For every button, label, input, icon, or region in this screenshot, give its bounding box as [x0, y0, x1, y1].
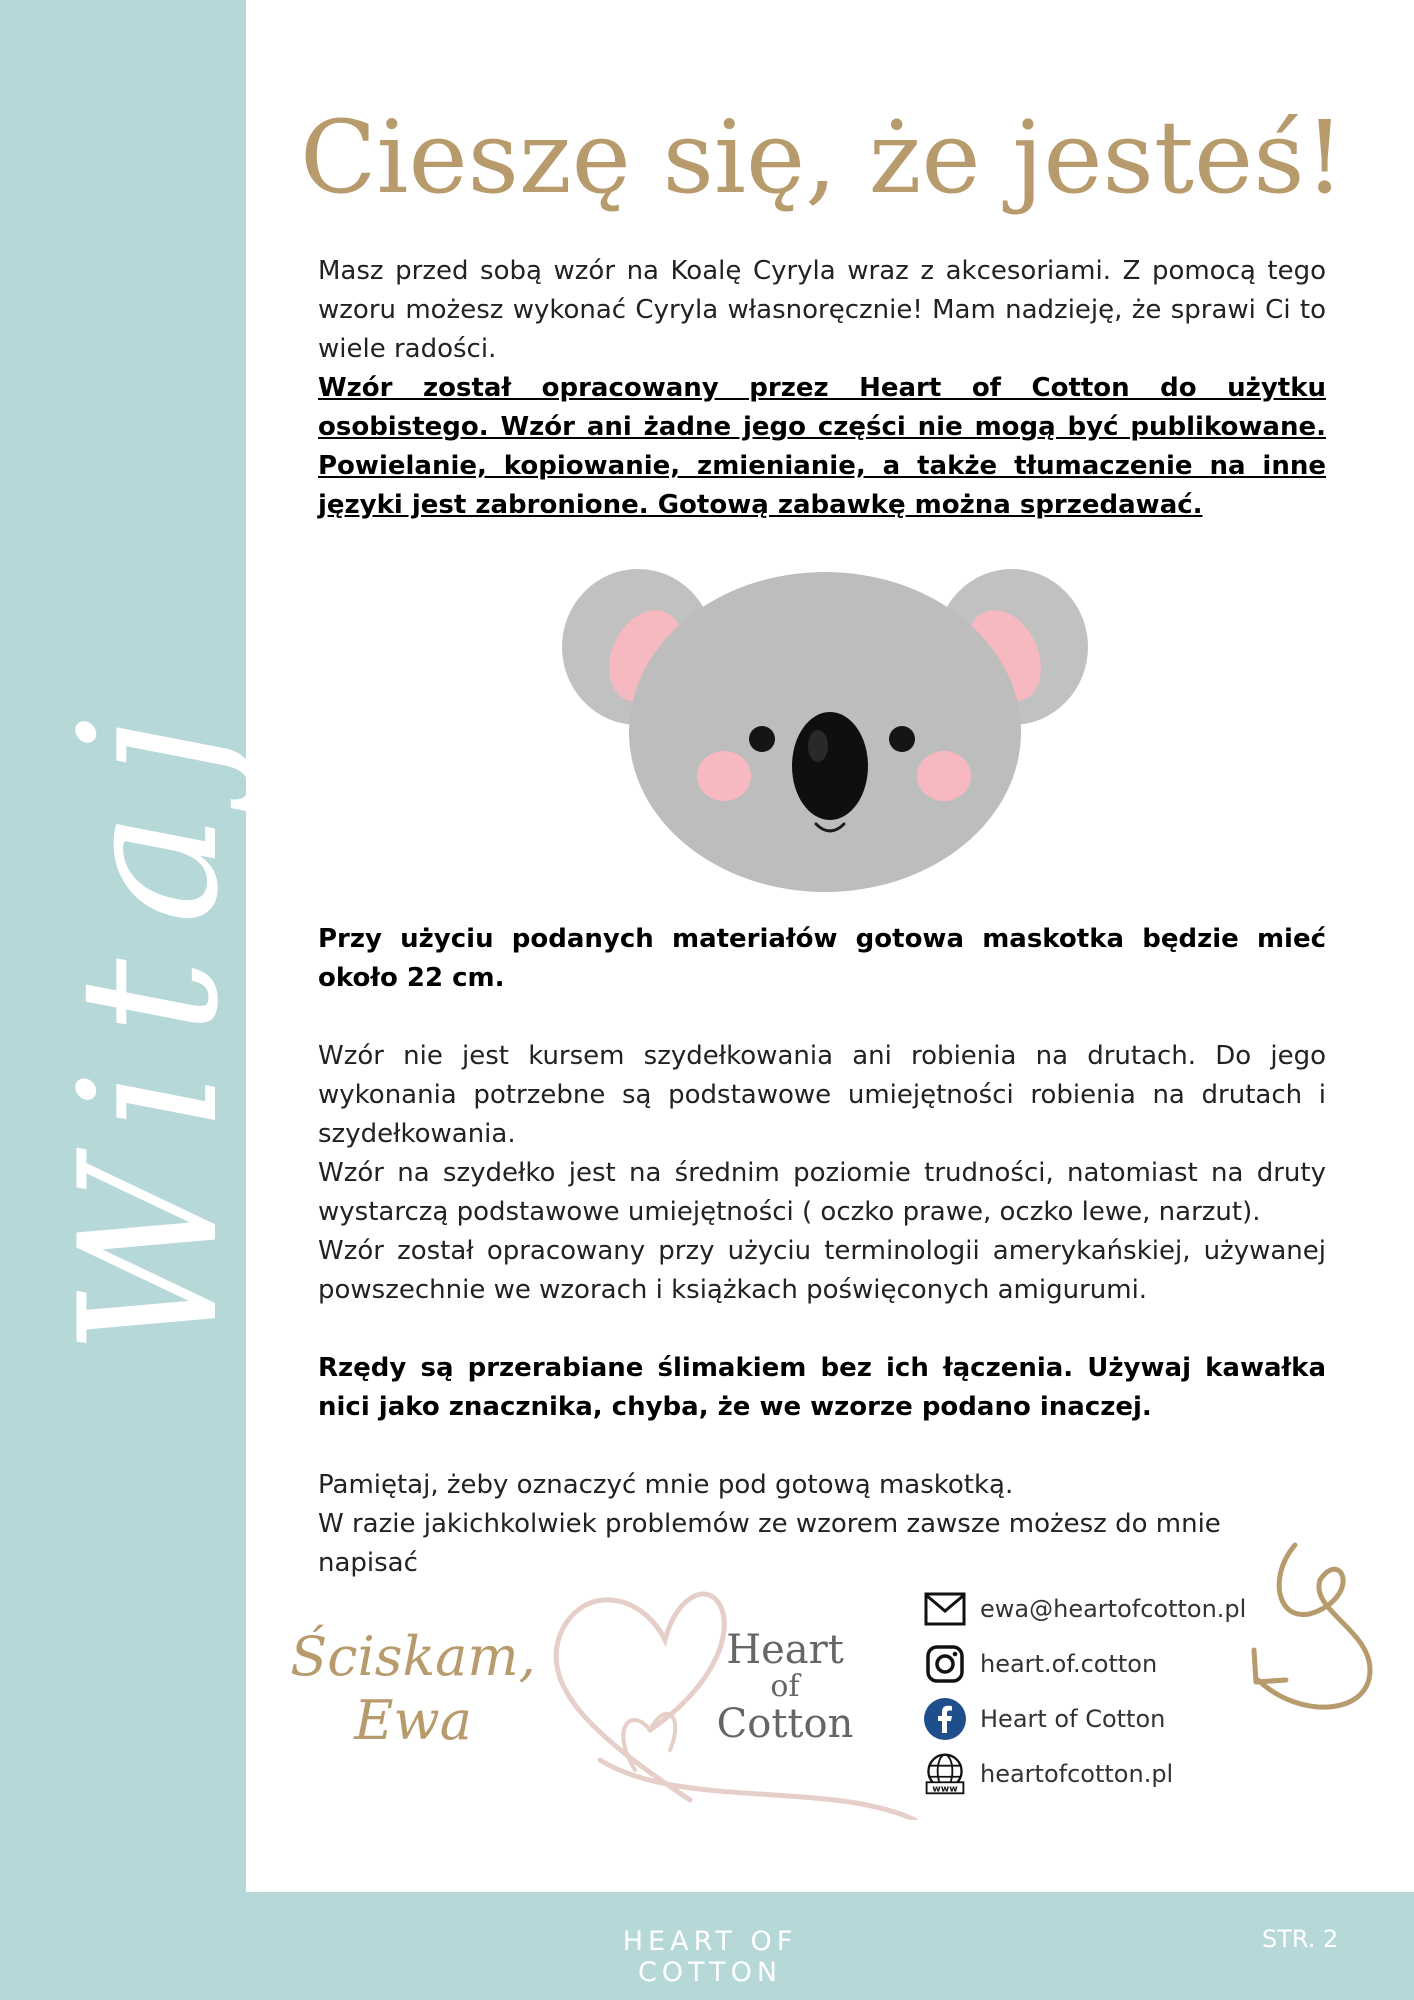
- rows-note: Rzędy są przerabiane ślimakiem bez ich łączenia. Używaj kawałka nici jako znacznika, chyba, że we wzorze podano inaczej.: [318, 1353, 1326, 1422]
- contact-facebook[interactable]: [922, 1694, 1246, 1744]
- footer-title: HEART OF COTTON: [622, 1926, 798, 1988]
- skills-paragraph-2: Wzór na szydełko jest na średnim poziomie trudności, natomiast na druty wystarczą podstawowe umiejętności ( oczko prawe, oczko lewe, narzut).: [318, 1158, 1326, 1227]
- intro-paragraph: Masz przed sobą wzór na Koalę Cyryla wraz z akcesoriami. Z pomocą tego wzoru możesz wykonać Cyryla własnoręcznie! Mam nadzieję, że sprawi Ci to wiele radości.: [318, 256, 1326, 364]
- koala-illustration: [560, 552, 1090, 892]
- contact-instagram[interactable]: [922, 1639, 1246, 1689]
- arrow-swirl-icon: [1240, 1540, 1380, 1730]
- website-text[interactable]: heartofcotton.pl: [980, 1760, 1174, 1788]
- signature-line-1: Ściskam,: [290, 1625, 536, 1688]
- logo-line-2: of: [770, 1669, 800, 1704]
- intro-section: [318, 252, 1326, 525]
- globe-icon: [922, 1751, 968, 1797]
- logo-line-1: Heart: [726, 1627, 844, 1673]
- contact-email[interactable]: [922, 1584, 1246, 1634]
- size-note: Przy użyciu podanych materiałów gotowa maskotka będzie mieć około 22 cm.: [318, 924, 1326, 993]
- closing-line-2: W razie jakichkolwiek problemów ze wzorem zawsze możesz do mnie napisać: [318, 1509, 1221, 1578]
- contact-website[interactable]: [922, 1749, 1246, 1799]
- www-badge: www: [932, 1783, 958, 1795]
- instagram-text[interactable]: heart.of.cotton: [980, 1650, 1158, 1678]
- email-text[interactable]: ewa@heartofcotton.pl: [980, 1595, 1247, 1623]
- signature: [288, 1625, 538, 1753]
- skills-paragraph-1: Wzór nie jest kursem szydełkowania ani robienia na drutach. Do jego wykonania potrzebne są podstawowe umiejętności robienia na drutach i szydełkowania.: [318, 1041, 1326, 1149]
- page-number: STR. 2: [1262, 1925, 1339, 1953]
- details-section: [318, 920, 1326, 1583]
- instagram-icon: [922, 1641, 968, 1687]
- contact-list: [922, 1584, 1246, 1804]
- skills-paragraph-3: Wzór został opracowany przy użyciu terminologii amerykańskiej, używanej powszechnie we wzorach i książkach poświęconych amigurumi.: [318, 1236, 1326, 1305]
- copyright-notice: Wzór został opracowany przez Heart of Cotton do użytku osobistego. Wzór ani żadne jego części nie mogą być publikowane. Powielanie, kopiowanie, zmienianie, a także tłumaczenie na inne języki jest zabronione. Gotową zabawkę można sprzedawać.: [318, 373, 1326, 520]
- facebook-icon: [922, 1696, 968, 1742]
- closing-line-1: Pamiętaj, żeby oznaczyć mnie pod gotową maskotką.: [318, 1470, 1014, 1500]
- sidebar-word: Witaj: [39, 684, 260, 1356]
- facebook-text[interactable]: Heart of Cotton: [980, 1705, 1166, 1733]
- logo-wordmark: [700, 1628, 870, 1746]
- envelope-icon: [922, 1586, 968, 1632]
- signature-line-2: Ewa: [354, 1689, 472, 1752]
- logo-line-3: Cotton: [716, 1701, 854, 1747]
- page-title: Cieszę się, że jesteś!: [300, 99, 1345, 216]
